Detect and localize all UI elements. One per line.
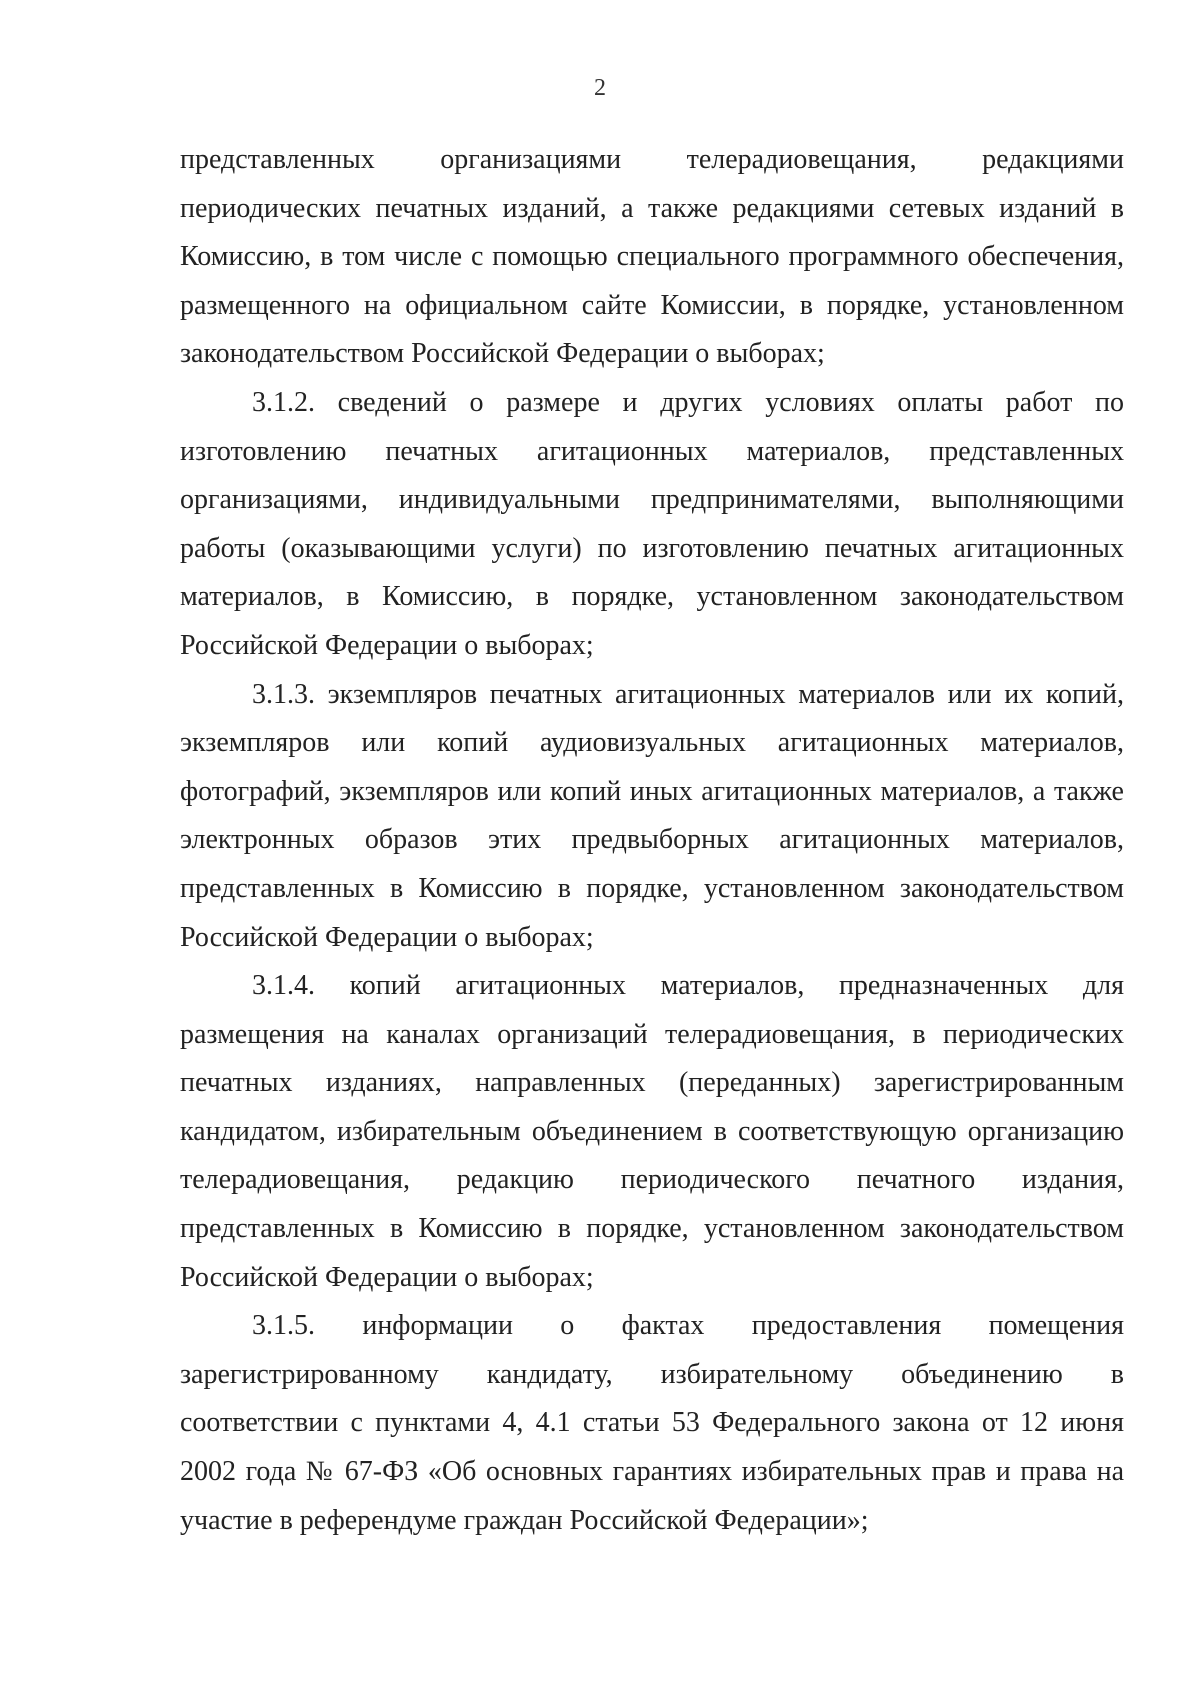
- paragraph-3-1-4: 3.1.4. копий агитационных материалов, предназначенных для размещения на каналах организаций телерадиовещания, в периодических печатных изданиях, направленных (переданных) зарегистрированным кандидатом, избирательным объединением в соответствующую организацию телерадиовещания, редакцию периодического печатного издания, представленных в Комиссию в порядке, установленном законодательством Российской Федерации о выборах;: [180, 970, 1124, 1293]
- paragraph-3-1-2: 3.1.2. сведений о размере и других условиях оплаты работ по изготовлению печатных агитационных материалов, представленных организациями, индивидуальными предпринимателями, выполняющими работы (оказывающими услуги) по изготовлению печатных агитационных материалов, в Комиссию, в порядке, установленном законодательством Российской Федерации о выборах;: [180, 386, 1124, 661]
- paragraph-3-1-3: 3.1.3. экземпляров печатных агитационных материалов или их копий, экземпляров или копий аудиовизуальных агитационных материалов, фотографий, экземпляров или копий иных агитационных материалов, а также электронных образов этих предвыборных агитационных материалов, представленных в Комиссию в порядке, установленном законодательством Российской Федерации о выборах;: [180, 678, 1124, 953]
- page-number: 2: [594, 75, 606, 101]
- paragraph-continuation: представленных организациями телерадиовещания, редакциями периодических печатных изданий, а также редакциями сетевых изданий в Комиссию, в том числе с помощью специального программного обеспечения, размещенного на официальном сайте Комиссии, в порядке, установленном законодательством Российской Федерации о выборах;: [180, 144, 1124, 370]
- document-body: [180, 136, 1124, 1545]
- paragraph-3-1-5: 3.1.5. информации о фактах предоставления помещения зарегистрированному кандидату, избирательному объединению в соответствии с пунктами 4, 4.1 статьи 53 Федерального закона от 12 июня 2002 года № 67-ФЗ «Об основных гарантиях избирательных прав и права на участие в референдуме граждан Российской Федерации»;: [180, 1310, 1124, 1536]
